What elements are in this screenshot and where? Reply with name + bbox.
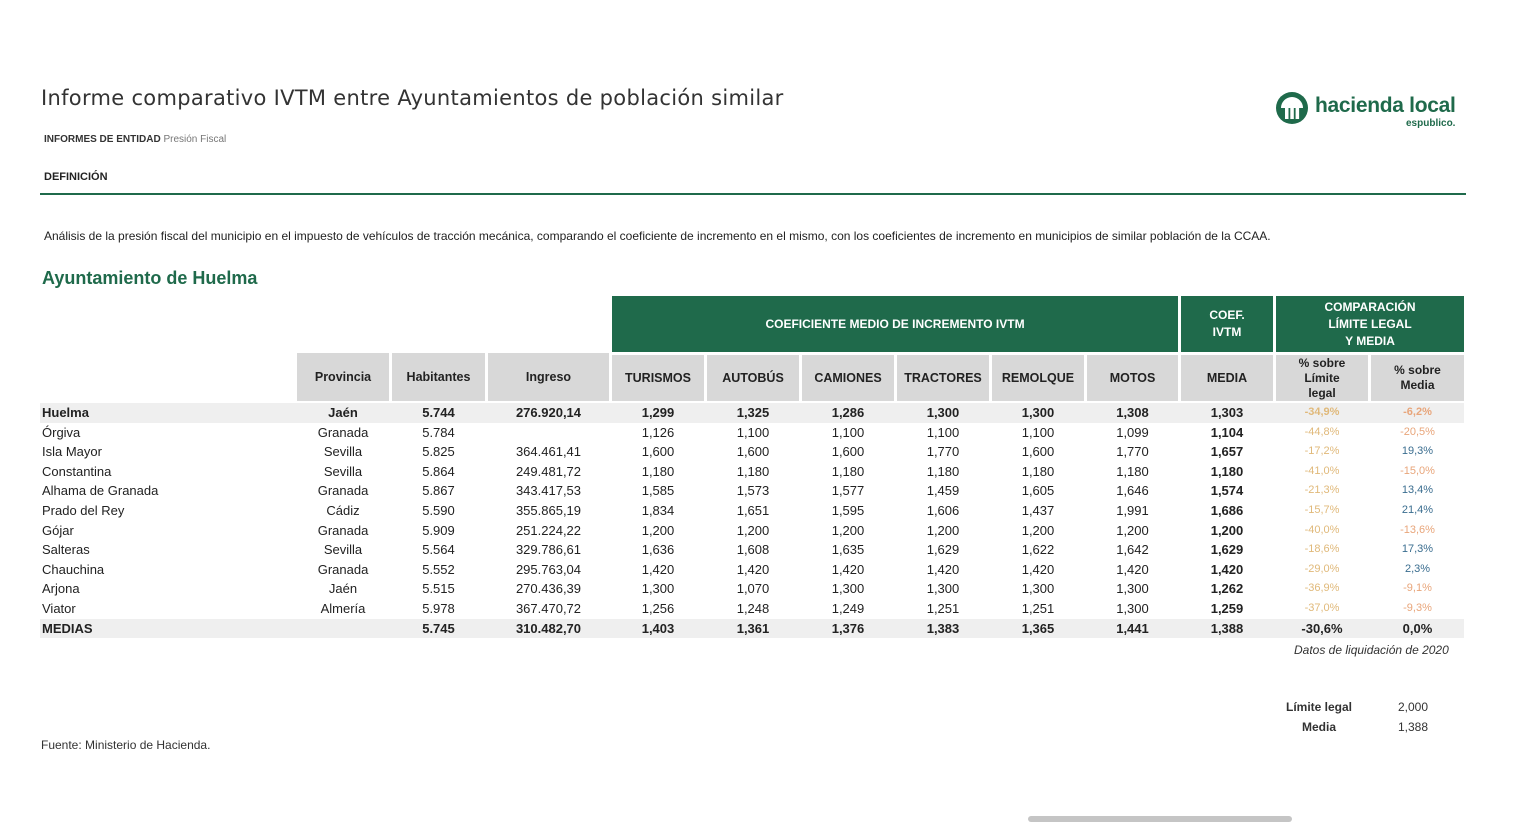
liquidation-note: Datos de liquidación de 2020 — [1294, 643, 1449, 657]
cell-provincia — [297, 619, 389, 639]
cell-municipio: Órgiva — [42, 424, 81, 440]
cell-municipio: Constantina — [42, 463, 112, 479]
cell-motos: 1,200 — [1116, 522, 1149, 538]
group-header-coef-medio-label: COEFICIENTE MEDIO DE INCREMENTO IVTM — [765, 316, 1025, 331]
cell-motos: 1,420 — [1116, 561, 1149, 577]
cell-pct-limite: -18,6% — [1304, 543, 1340, 556]
cell-pct-media: 21,4% — [1401, 504, 1434, 516]
cell-camiones: 1,286 — [831, 405, 865, 420]
limite-legal-value: 2,000 — [1398, 700, 1429, 714]
cell-tractores: 1,251 — [926, 601, 960, 616]
column-header-turismos: TURISMOS — [612, 355, 704, 401]
cell-motos: 1,099 — [1116, 424, 1149, 440]
cell-pct-media: -20,5% — [1400, 425, 1435, 438]
cell-ingreso: 343.417,53 — [515, 483, 582, 499]
column-header-ingreso: Ingreso — [488, 353, 609, 401]
cell-pct-limite: -29,0% — [1304, 562, 1340, 575]
cell-motos: 1,770 — [1116, 444, 1149, 460]
cell-tractores: 1,629 — [926, 542, 960, 558]
cell-tractores: 1,383 — [926, 620, 960, 636]
cell-pct-limite: -41,0% — [1304, 464, 1340, 477]
cell-turismos: 1,585 — [641, 483, 675, 499]
cell-motos: 1,991 — [1116, 503, 1149, 518]
cell-pct-limite: -36,9% — [1304, 582, 1340, 595]
cell-remolque: 1,200 — [1021, 522, 1055, 538]
cell-pct-media: -9,3% — [1403, 602, 1432, 614]
table-row — [40, 599, 1464, 619]
logo-wordmark: hacienda local — [1315, 94, 1456, 117]
cell-motos: 1,646 — [1116, 483, 1149, 499]
cell-pct-media: 19,3% — [1401, 445, 1434, 458]
pct-media-line1: % sobre — [1394, 363, 1441, 377]
cell-camiones: 1,595 — [831, 503, 865, 518]
pct-limite-line2: Límite — [1304, 370, 1340, 385]
report-subtitle — [44, 134, 226, 145]
cell-camiones: 1,420 — [831, 561, 865, 577]
definition-text: Análisis de la presión fiscal del municipio en el impuesto de vehículos de tracción mecánica, comparando el coeficiente de incremento en el mismo, con los coeficientes de incremento en municipios de similar población de la CCAA. — [44, 229, 1271, 243]
cell-remolque: 1,605 — [1021, 483, 1055, 499]
cell-pct-limite: -15,7% — [1304, 504, 1340, 516]
group-header-coef-ivtm-line2: IVTM — [1212, 325, 1242, 339]
table-row — [40, 501, 1464, 521]
media-value: 1,388 — [1398, 720, 1429, 734]
cell-media: 1,388 — [1210, 620, 1244, 636]
group-header-comparacion-line1: COMPARACIÓN — [1324, 299, 1416, 314]
column-header-habitantes: Habitantes — [392, 353, 485, 401]
cell-remolque: 1,300 — [1021, 581, 1055, 597]
cell-pct-media: -15,0% — [1400, 464, 1435, 477]
cell-habitantes: 5.909 — [422, 522, 455, 538]
cell-tractores: 1,200 — [926, 522, 960, 538]
cell-ingreso: 249.481,72 — [515, 463, 582, 479]
cell-habitantes: 5.978 — [422, 601, 455, 616]
cell-provincia: Sevilla — [323, 542, 363, 558]
cell-tractores: 1,459 — [926, 483, 960, 499]
cell-turismos: 1,256 — [641, 601, 675, 616]
group-header-coef-ivtm-line1: COEF. — [1209, 308, 1245, 322]
cell-pct-limite: -44,8% — [1304, 425, 1340, 438]
cell-autobus: 1,100 — [736, 424, 770, 440]
cell-provincia: Almería — [320, 601, 366, 616]
cell-pct-limite: -40,0% — [1304, 523, 1340, 536]
column-header-tractores: TRACTORES — [897, 355, 989, 401]
cell-camiones: 1,376 — [831, 620, 865, 636]
cell-motos: 1,300 — [1116, 581, 1149, 597]
subtitle-bold: INFORMES DE ENTIDAD — [44, 134, 161, 145]
cell-remolque: 1,100 — [1021, 424, 1055, 440]
cell-autobus: 1,070 — [736, 581, 770, 597]
cell-ingreso: 310.482,70 — [515, 620, 582, 636]
cell-municipio: Huelma — [42, 405, 89, 420]
cell-pct-limite: -30,6% — [1301, 620, 1343, 636]
cell-provincia: Sevilla — [323, 463, 363, 479]
cell-pct-limite: -21,3% — [1304, 484, 1340, 497]
cell-municipio: Salteras — [42, 542, 90, 558]
column-header-autobus: AUTOBÚS — [707, 355, 799, 401]
cell-pct-media: -13,6% — [1400, 523, 1435, 536]
cell-habitantes: 5.515 — [422, 581, 455, 597]
cell-provincia: Sevilla — [323, 444, 363, 460]
ayuntamiento-title: Ayuntamiento de Huelma — [42, 268, 258, 288]
column-header-camiones: CAMIONES — [802, 355, 894, 401]
cell-autobus: 1,600 — [736, 444, 770, 460]
cell-pct-media: -6,2% — [1403, 406, 1432, 418]
cell-provincia: Granada — [317, 483, 369, 499]
table-row — [40, 579, 1464, 599]
cell-media: 1,104 — [1210, 424, 1244, 440]
column-header-pct-limite — [1276, 355, 1368, 401]
cell-municipio: Alhama de Granada — [42, 483, 159, 499]
column-header-remolque: REMOLQUE — [992, 355, 1084, 401]
cell-remolque: 1,600 — [1021, 444, 1055, 460]
cell-pct-media: 2,3% — [1404, 562, 1431, 575]
cell-autobus: 1,180 — [736, 463, 770, 479]
cell-media: 1,657 — [1210, 444, 1244, 460]
cell-ingreso: 329.786,61 — [515, 542, 582, 558]
cell-municipio: Gójar — [42, 522, 74, 538]
cell-media: 1,259 — [1210, 601, 1244, 616]
cell-habitantes: 5.864 — [422, 463, 455, 479]
cell-media: 1,262 — [1210, 581, 1244, 597]
cell-habitantes: 5.825 — [422, 444, 455, 460]
cell-habitantes: 5.745 — [422, 620, 455, 636]
cell-municipio: MEDIAS — [42, 620, 93, 636]
cell-media: 1,200 — [1210, 522, 1244, 538]
cell-media: 1,574 — [1210, 483, 1244, 499]
cell-camiones: 1,200 — [831, 522, 865, 538]
cell-camiones: 1,249 — [831, 601, 865, 616]
cell-media: 1,686 — [1210, 503, 1244, 518]
table-row — [40, 540, 1464, 560]
cell-turismos: 1,300 — [641, 581, 675, 597]
cell-tractores: 1,100 — [926, 424, 960, 440]
pct-limite-line3: legal — [1308, 385, 1336, 400]
cell-autobus: 1,573 — [736, 483, 770, 499]
table-row — [40, 481, 1464, 501]
cell-turismos: 1,200 — [641, 522, 675, 538]
cell-municipio: Isla Mayor — [42, 444, 102, 460]
cell-camiones: 1,600 — [831, 444, 865, 460]
cell-camiones: 1,180 — [831, 463, 865, 479]
cell-tractores: 1,300 — [926, 405, 960, 420]
cell-provincia: Granada — [317, 424, 369, 440]
cell-provincia: Granada — [317, 522, 369, 538]
table-row — [40, 462, 1464, 482]
cell-ingreso: 355.865,19 — [515, 503, 582, 518]
cell-camiones: 1,577 — [831, 483, 865, 499]
cell-turismos: 1,403 — [641, 620, 675, 636]
cell-habitantes: 5.744 — [422, 405, 455, 420]
group-header-coef-ivtm — [1181, 296, 1273, 352]
group-header-comparacion — [1276, 296, 1464, 352]
cell-ingreso: 295.763,04 — [515, 561, 582, 577]
cell-remolque: 1,365 — [1021, 620, 1055, 636]
cell-ingreso: 276.920,14 — [515, 405, 582, 420]
horizontal-scrollbar[interactable] — [1028, 816, 1292, 822]
cell-remolque: 1,437 — [1021, 503, 1055, 518]
cell-autobus: 1,651 — [736, 503, 770, 518]
cell-habitantes: 5.564 — [422, 542, 455, 558]
column-header-pct-media — [1371, 355, 1464, 401]
cell-municipio: Arjona — [42, 581, 80, 597]
table-row-medias — [40, 619, 1464, 639]
cell-pct-media: 0,0% — [1402, 620, 1433, 636]
cell-habitantes: 5.590 — [422, 503, 455, 518]
cell-media: 1,303 — [1210, 405, 1244, 420]
cell-ingreso: 270.436,39 — [515, 581, 582, 597]
cell-turismos: 1,636 — [641, 542, 675, 558]
cell-media: 1,629 — [1210, 542, 1244, 558]
cell-remolque: 1,622 — [1021, 542, 1055, 558]
cell-motos: 1,308 — [1116, 405, 1149, 420]
definition-label: DEFINICIÓN — [44, 171, 108, 183]
group-header-comparacion-line2: LÍMITE LEGAL — [1328, 316, 1412, 331]
table-row — [40, 442, 1464, 462]
cell-habitantes: 5.867 — [422, 483, 455, 499]
cell-autobus: 1,608 — [736, 542, 770, 558]
cell-habitantes: 5.784 — [422, 424, 455, 440]
cell-ingreso: 251.224,22 — [515, 522, 582, 538]
cell-turismos: 1,180 — [641, 463, 675, 479]
cell-turismos: 1,420 — [641, 561, 675, 577]
table-row — [40, 403, 1464, 423]
cell-turismos: 1,299 — [641, 405, 675, 420]
cell-provincia: Granada — [317, 561, 369, 577]
cell-ingreso: 364.461,41 — [515, 444, 582, 460]
cell-motos: 1,300 — [1116, 601, 1149, 616]
cell-turismos: 1,834 — [641, 503, 675, 518]
column-header-motos: MOTOS — [1087, 355, 1178, 401]
cell-pct-media: 13,4% — [1401, 484, 1434, 497]
cell-tractores: 1,770 — [926, 444, 960, 460]
table-row — [40, 560, 1464, 580]
limite-legal-label: Límite legal — [1286, 700, 1353, 714]
source-note: Fuente: Ministerio de Hacienda. — [41, 738, 211, 752]
page-title: Informe comparativo IVTM entre Ayuntamientos de población similar — [41, 86, 784, 110]
cell-provincia: Jaén — [328, 581, 358, 597]
cell-pct-limite: -17,2% — [1304, 445, 1340, 458]
cell-municipio: Prado del Rey — [42, 503, 125, 518]
pct-limite-line1: % sobre — [1298, 355, 1346, 370]
cell-ingreso — [488, 423, 609, 443]
logo-subtext: espublico. — [1406, 118, 1456, 129]
cell-remolque: 1,420 — [1021, 561, 1055, 577]
cell-provincia: Jaén — [328, 405, 358, 420]
cell-autobus: 1,361 — [736, 620, 770, 636]
cell-tractores: 1,420 — [926, 561, 960, 577]
cell-motos: 1,642 — [1116, 542, 1149, 558]
cell-camiones: 1,300 — [831, 581, 865, 597]
cell-municipio: Viator — [42, 601, 76, 616]
cell-autobus: 1,248 — [736, 601, 770, 616]
cell-ingreso: 367.470,72 — [515, 601, 582, 616]
cell-pct-limite: -34,9% — [1304, 406, 1340, 418]
cell-turismos: 1,600 — [641, 444, 675, 460]
cell-camiones: 1,100 — [831, 424, 865, 440]
group-header-comparacion-line3: Y MEDIA — [1345, 333, 1395, 348]
cell-remolque: 1,180 — [1021, 463, 1055, 479]
definition-divider — [40, 193, 1466, 195]
media-label: Media — [1302, 720, 1337, 734]
column-header-media: MEDIA — [1181, 355, 1273, 401]
cell-remolque: 1,300 — [1021, 405, 1055, 420]
cell-camiones: 1,635 — [831, 542, 865, 558]
cell-motos: 1,441 — [1116, 620, 1149, 636]
cell-habitantes: 5.552 — [422, 561, 455, 577]
cell-pct-media: 17,3% — [1401, 543, 1434, 556]
cell-pct-limite: -37,0% — [1304, 602, 1340, 614]
group-header-coef-medio — [612, 296, 1178, 352]
cell-autobus: 1,325 — [736, 405, 770, 420]
cell-pct-media: -9,1% — [1403, 582, 1432, 595]
table-row — [40, 423, 1464, 443]
pct-media-line2: Media — [1400, 378, 1435, 392]
cell-media: 1,420 — [1210, 561, 1244, 577]
cell-media: 1,180 — [1210, 463, 1244, 479]
cell-tractores: 1,180 — [926, 463, 960, 479]
subtitle-light: Presión Fiscal — [163, 134, 227, 145]
cell-motos: 1,180 — [1116, 463, 1149, 479]
cell-tractores: 1,300 — [926, 581, 960, 597]
cell-turismos: 1,126 — [641, 424, 675, 440]
cell-tractores: 1,606 — [926, 503, 960, 518]
cell-remolque: 1,251 — [1021, 601, 1055, 616]
cell-autobus: 1,200 — [736, 522, 770, 538]
cell-municipio: Chauchina — [42, 561, 105, 577]
cell-autobus: 1,420 — [736, 561, 770, 577]
column-header-provincia: Provincia — [297, 353, 389, 401]
table-row — [40, 521, 1464, 541]
cell-provincia: Cádiz — [326, 503, 360, 518]
